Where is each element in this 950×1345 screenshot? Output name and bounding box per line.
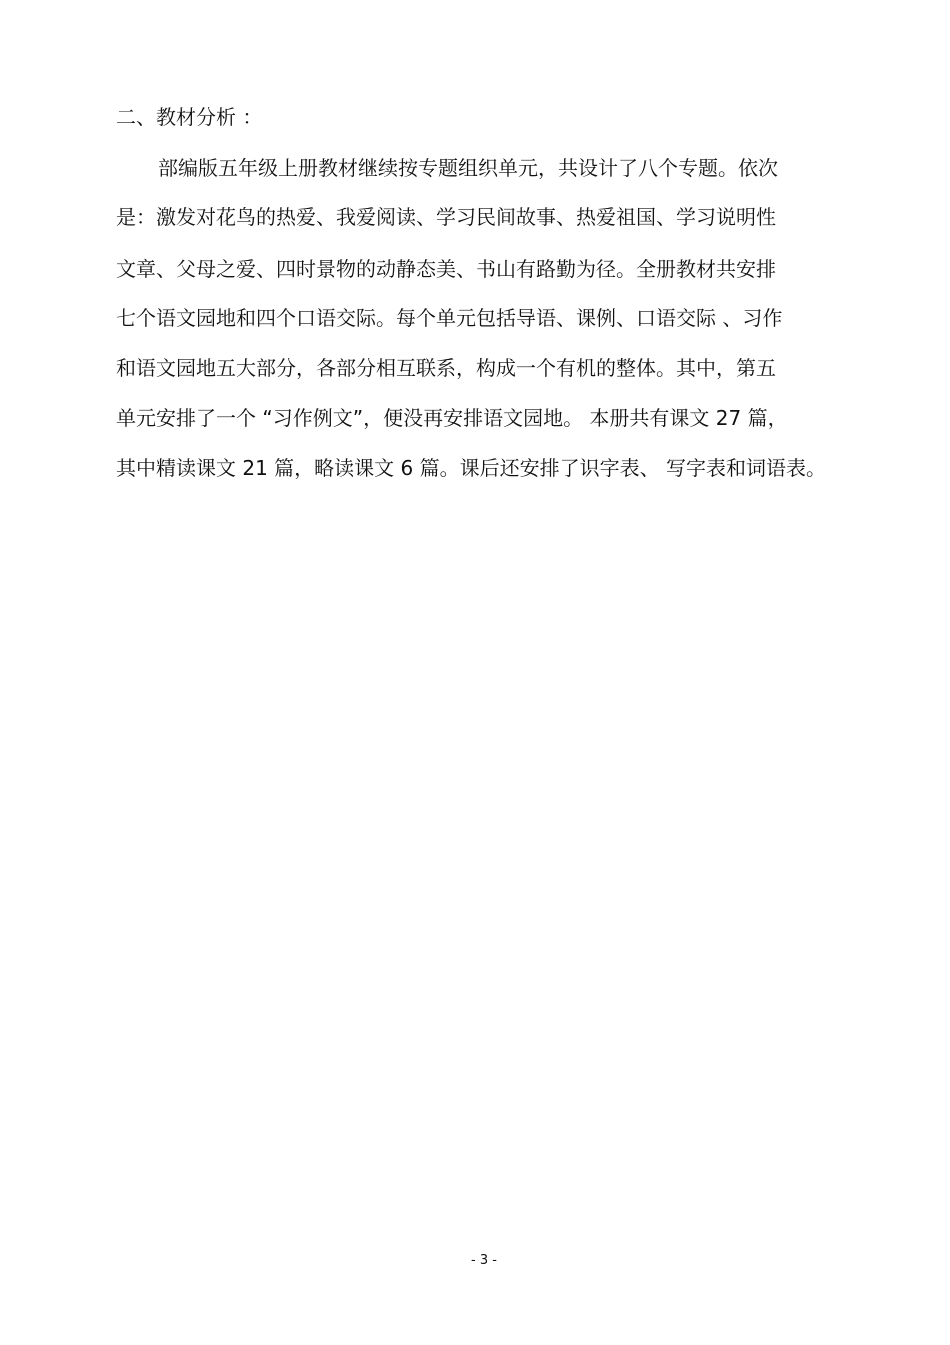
- paragraph-line: 和语文园地五大部分，各部分相互联系，构成一个有机的整体。其中，第五: [116, 356, 776, 380]
- paragraph-line: 单元安排了一个 “习作例文”，便没再安排语文园地。 本册共有课文 27 篇，: [116, 406, 788, 430]
- section-heading: 二、教材分析 ：: [116, 105, 263, 129]
- paragraph-line: 其中精读课文 21 篇，略读课文 6 篇。课后还安排了识字表、 写字表和词语表。: [116, 456, 826, 480]
- paragraph-line: 文章、父母之爱、四时景物的动静态美、书山有路勤为径。全册教材共安排: [116, 257, 776, 281]
- paragraph-line: 部编版五年级上册教材继续按专题组织单元，共设计了八个专题。依次: [158, 156, 778, 180]
- paragraph-line: 七个语文园地和四个口语交际。每个单元包括导语、课例、口语交际 、习作: [116, 306, 783, 330]
- page-number: - 3 -: [471, 1253, 497, 1268]
- paragraph-line: 是：激发对花鸟的热爱、我爱阅读、学习民间故事、热爱祖国、学习说明性: [116, 205, 776, 229]
